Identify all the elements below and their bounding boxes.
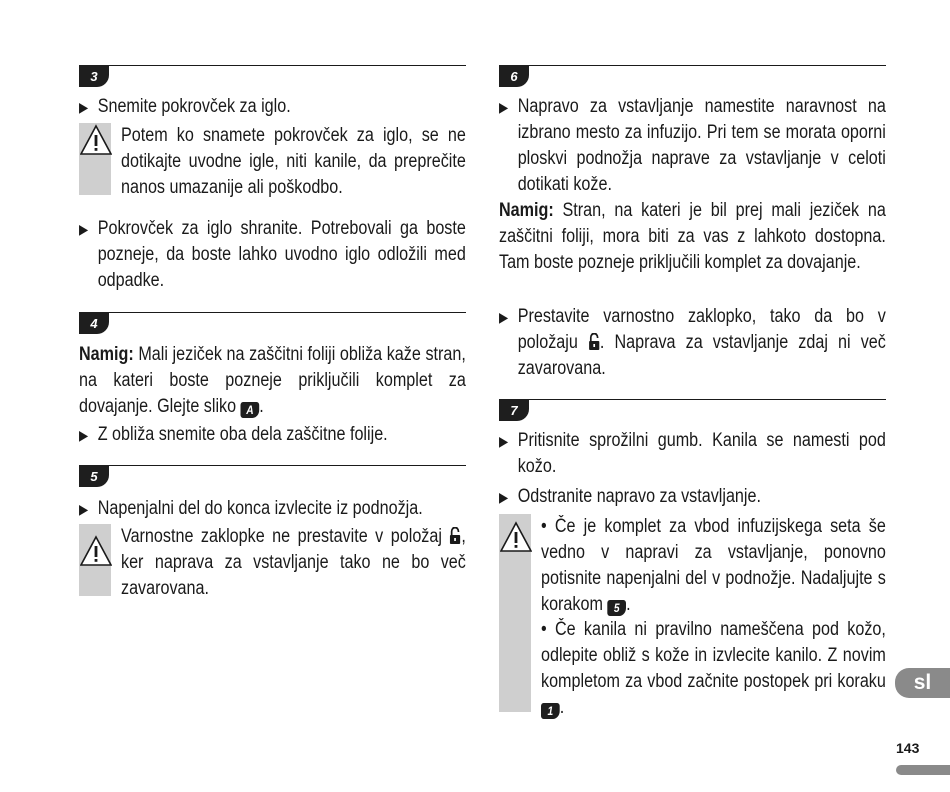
- step-7-bullet-2: ▶ Odstranite napravo za vstavljanje.: [499, 484, 886, 510]
- unlocked-padlock-icon: [588, 333, 600, 350]
- language-tab: sl: [895, 668, 950, 698]
- step-5-bullet-1: ▶ Napenjalni del do konca izvlecite iz podnožja.: [79, 496, 466, 522]
- step-6-bullet-1: ▶ Napravo za vstavljanje namestite naravnost na izbrano mesto za infuzijo. Pri tem se morata oporni ploskvi podnožja naprave za vstavljanje v celoti dotikati kože.: [499, 94, 886, 198]
- arrow-icon: ▶: [499, 309, 509, 325]
- figure-ref-badge: A: [241, 402, 260, 418]
- step-5-badge: 5: [79, 465, 109, 487]
- step-7-bullet-1: ▶ Pritisnite sprožilni gumb. Kanila se namesti pod kožo.: [499, 428, 886, 480]
- warning-icon: [500, 520, 532, 554]
- arrow-icon: ▶: [499, 489, 509, 505]
- step-6-bullet-2: ▶ Prestavite varnostno zaklopko, tako da bo v položaju . Naprava za vstavljanje zdaj ni več zavarovana.: [499, 304, 886, 382]
- step-4-tip: Namig: Mali jeziček na zaščitni foliji obliža kaže stran, na kateri boste pozneje priključili komplet za dovajanje. Glejte sliko A .: [79, 344, 466, 417]
- step-3-bullet-1: ▶ Snemite pokrovček za iglo.: [79, 94, 466, 120]
- step-4-badge: 4: [79, 312, 109, 334]
- step-6-tip: Namig: Stran, na kateri je bil prej mali jeziček na zaščitni foliji, mora biti za vas z lahkoto dostopna. Tam boste pozneje priključili komplet za dovajanje.: [499, 200, 886, 273]
- unlocked-padlock-icon: [449, 527, 461, 544]
- step-3-header: [79, 65, 466, 87]
- arrow-icon: ▶: [79, 501, 89, 517]
- step-ref-badge: 5: [607, 600, 626, 616]
- step-ref-badge: 1: [541, 703, 560, 719]
- step-6-header: [499, 65, 886, 87]
- step-3-warning: Potem ko snamete pokrovček za iglo, se ne dotikajte uvodne igle, niti kanile, da preprečite nanos umazanije ali poškodbo.: [79, 123, 466, 195]
- step-7-header: [499, 399, 886, 421]
- warning-icon: [80, 534, 112, 568]
- page-number: 143: [896, 740, 920, 756]
- step-3-bullet-2: ▶ Pokrovček za iglo shranite. Potrebovali ga boste pozneje, da boste lahko uvodno iglo odložili med odpadke.: [79, 216, 466, 294]
- step-7-warning: • Če je komplet za vbod infuzijskega seta še vedno v napravi za vstavljanje, ponovno potisnite napenjalni del v podnožje. Nadaljujte s korakom 5 . • Če kanila ni pravilno nameščena pod kožo, odlepite obliž s kože in izvlecite kanilo. Z novim kompletom za vbod začnite postopek pri koraku 1 .: [499, 514, 886, 712]
- step-4-bullet-1: ▶ Z obliža snemite oba dela zaščitne folije.: [79, 422, 466, 448]
- step-7-badge: 7: [499, 399, 529, 421]
- page-bar: [896, 765, 950, 775]
- arrow-icon: ▶: [499, 433, 509, 449]
- step-5-warning: Varnostne zaklopke ne prestavite v položaj , ker naprava za vstavljanje tako ne bo več zavarovana.: [79, 524, 466, 596]
- step-4-header: [79, 312, 466, 334]
- arrow-icon: ▶: [79, 99, 89, 115]
- arrow-icon: ▶: [79, 221, 89, 237]
- arrow-icon: ▶: [499, 99, 509, 115]
- arrow-icon: ▶: [79, 427, 89, 443]
- step-6-badge: 6: [499, 65, 529, 87]
- step-3-badge: 3: [79, 65, 109, 87]
- warning-icon: [80, 123, 112, 157]
- step-5-header: [79, 465, 466, 487]
